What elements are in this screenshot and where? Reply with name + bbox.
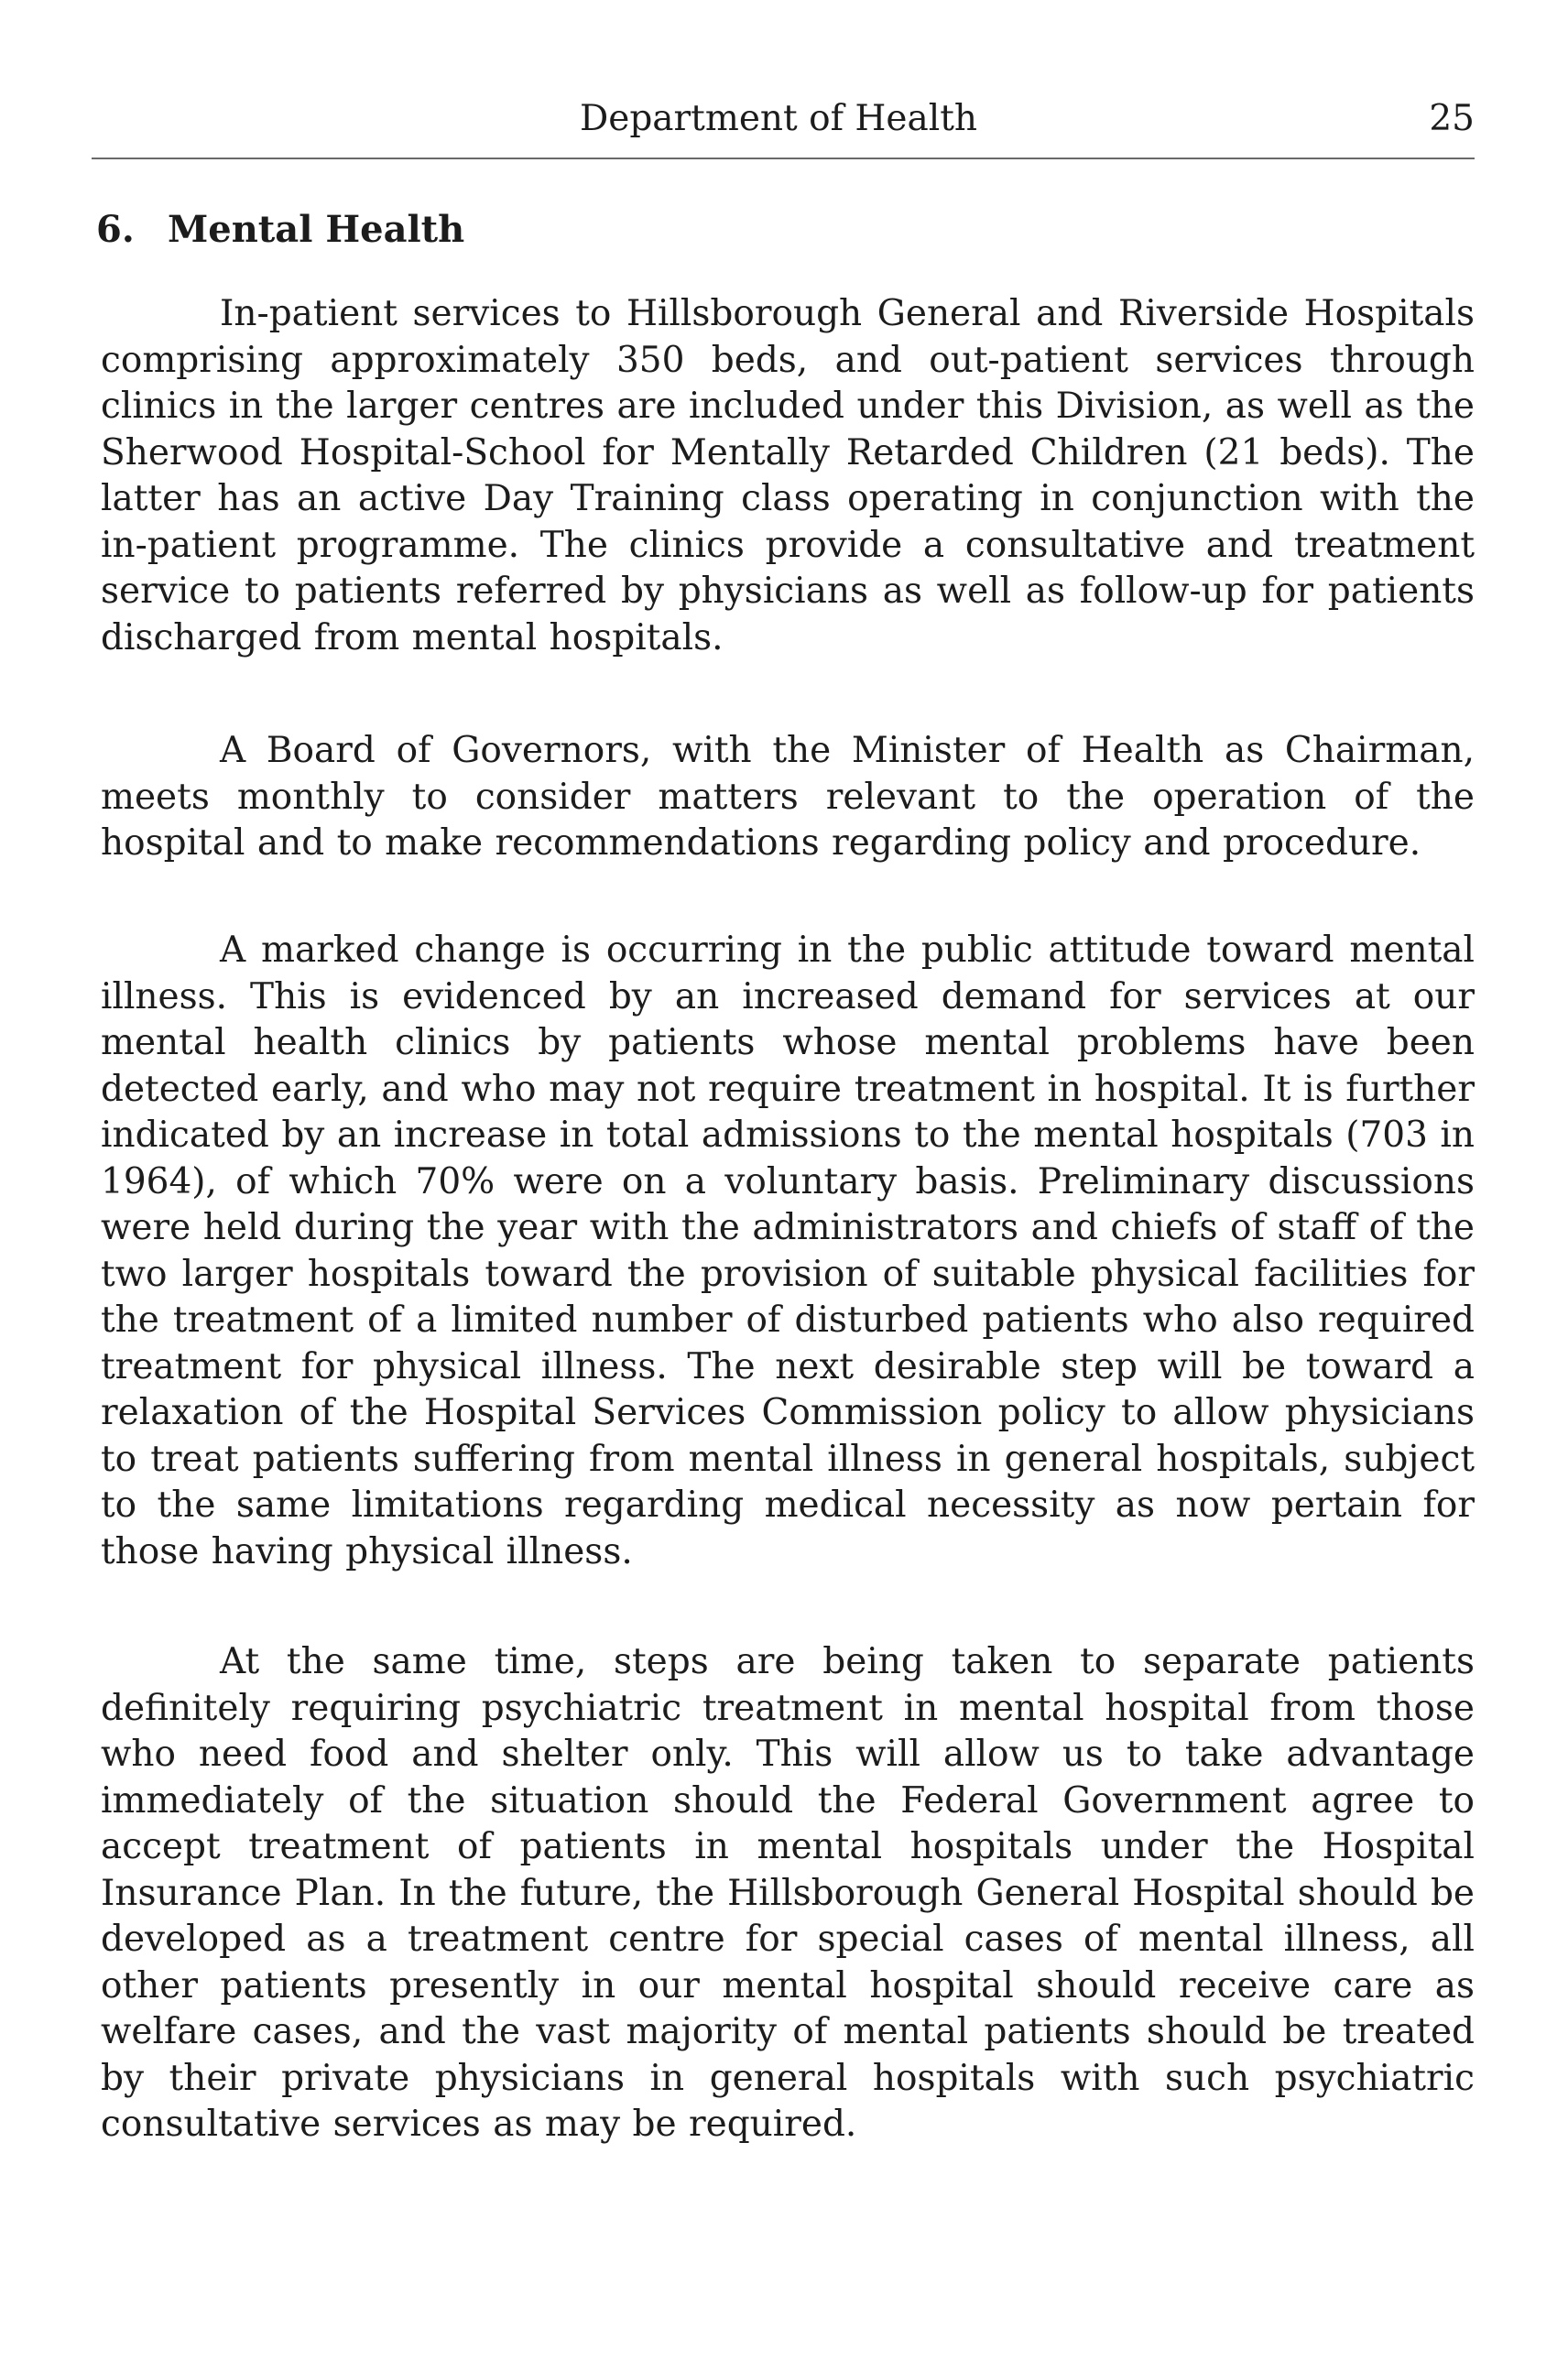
section-heading — [96, 200, 464, 260]
page-number: 25 — [1429, 98, 1475, 139]
header-title: Department of Health — [579, 98, 978, 139]
running-header — [92, 92, 1475, 147]
paragraph-board: A Board of Governors, with the Minister of Health as Chairman, meets monthly to consider matters relevant to the operation of the hospital and to make recommendations regarding policy and procedure. — [101, 730, 1475, 864]
header-rule — [92, 158, 1475, 159]
paragraph-attitude: A marked change is occurring in the public attitude toward mental illness. This is evidenced by an increased demand for services at our mental health clinics by patients whose mental problems have been detected early, and who may not require treatment in hospital. It is further indicated by an increase in total admissions to the mental hospitals (703 in 1964), of which 70% were on a voluntary basis. Preliminary discussions were held during the year with the administrators and chiefs of staff of the two larger hospitals toward the provision of suitable physical facilities for the treatment of a limited number of disturbed patients who also required treatment for physical illness. The next desirable step will be toward a relaxation of the Hospital Services Commission policy to allow physicians to treat patients suffering from mental illness in general hospitals, subject to the same limitations regarding medical necessity as now pertain for those having physical illness. — [101, 930, 1475, 1572]
paragraph-services: In-patient services to Hillsborough General and Riverside Hospitals comprising approximately 350 beds, and out-patient services through clinics in the larger centres are included under this Division, as well as the Sherwood Hospital-School for Mentally Retarded Children (21 beds). The latter has an active Day Training class operating in conjunction with the in-patient programme. The clinics provide a consultative and treatment service to patients referred by physicians as well as follow-up for patients discharged from mental hospitals. — [101, 293, 1475, 658]
paragraph-future: At the same time, steps are being taken to separate patients definitely requiring psychiatric treatment in mental hospital from those who need food and shelter only. This will allow us to take advantage immediately of the situation should the Federal Government agree to accept treatment of patients in mental hospitals under the Hospital Insurance Plan. In the future, the Hillsborough General Hospital should be developed as a treatment centre for special cases of mental illness, all other patients presently in our mental hospital should receive care as welfare cases, and the vast majority of mental patients should be treated by their private physicians in general hospitals with such psychiatric consultative services as may be required. — [101, 1641, 1475, 2145]
section-number: 6. — [96, 208, 135, 251]
section-title: Mental Health — [168, 208, 465, 251]
